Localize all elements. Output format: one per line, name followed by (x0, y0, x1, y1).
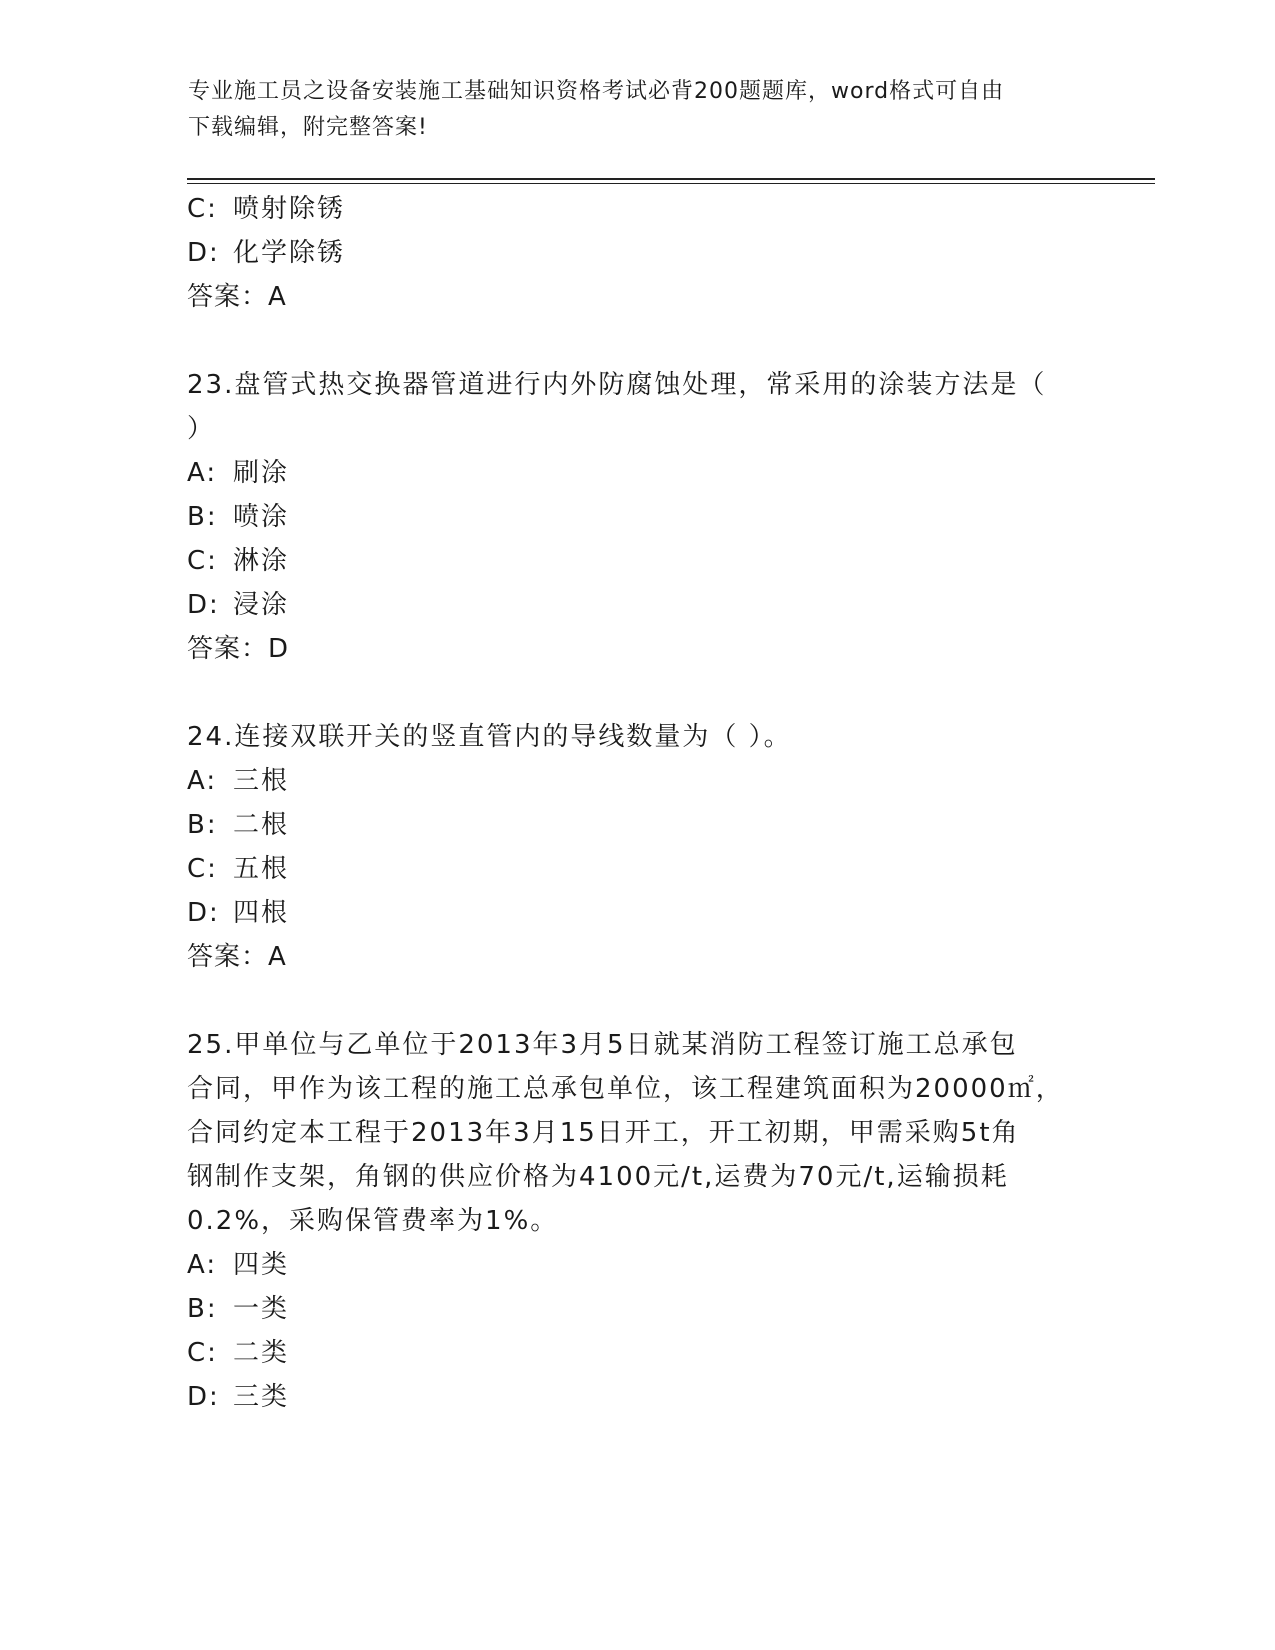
q25-option-a (187, 1242, 289, 1288)
q25-stem-line-2: 合同，甲作为该工程的施工总承包单位，该工程建筑面积为20000㎡， (187, 1074, 1064, 1104)
q23-option-a (187, 450, 289, 496)
option-key: B: (187, 1294, 218, 1324)
q24-option-c (187, 846, 289, 892)
q23-stem-line-1: 23.盘管式热交换器管道进行内外防腐蚀处理，常采用的涂装方法是（ (187, 370, 1047, 400)
q23-option-d (187, 582, 289, 628)
option-text: 喷涂 (233, 502, 290, 532)
option-key: D: (187, 898, 220, 928)
option-key: C: (187, 546, 218, 576)
q23-option-b (187, 494, 289, 540)
option-text: 喷射除锈 (233, 194, 346, 224)
q24-option-d (187, 890, 289, 936)
header-line-2: 下载编辑，附完整答案! (188, 115, 428, 140)
option-key: C: (187, 1338, 218, 1368)
header-divider-thick (187, 178, 1155, 180)
q25-option-b (187, 1286, 289, 1332)
q23-stem-line-2: ） (187, 414, 216, 444)
option-text: 四类 (233, 1250, 290, 1280)
option-key: A: (187, 458, 218, 488)
option-key: A: (187, 766, 218, 796)
option-key: C: (187, 194, 218, 224)
option-text: 三类 (233, 1382, 290, 1412)
option-text: 一类 (233, 1294, 290, 1324)
q23-answer: 答案：D (187, 634, 290, 664)
option-text: 化学除锈 (233, 238, 346, 268)
option-text: 五根 (233, 854, 290, 884)
q24-option-a (187, 758, 289, 804)
header-line-1: 专业施工员之设备安装施工基础知识资格考试必背200题题库，word格式可自由 (188, 79, 1005, 104)
option-key: B: (187, 502, 218, 532)
q24-answer: 答案：A (187, 942, 287, 972)
q25-stem-line-4: 钢制作支架，角钢的供应价格为4100元/t,运费为70元/t,运输损耗 (187, 1162, 1009, 1192)
q24-stem: 24.连接双联开关的竖直管内的导线数量为（ ）。 (187, 722, 792, 752)
document-header (188, 74, 1068, 146)
option-key: C: (187, 854, 218, 884)
option-text: 淋涂 (233, 546, 290, 576)
prev-option-c (187, 186, 345, 232)
option-text: 四根 (233, 898, 290, 928)
prev-option-d (187, 230, 345, 276)
q25-stem-line-5: 0.2%，采购保管费率为1%。 (187, 1206, 559, 1236)
option-text: 三根 (233, 766, 290, 796)
option-key: D: (187, 590, 220, 620)
option-text: 浸涂 (233, 590, 290, 620)
q25-stem-line-1: 25.甲单位与乙单位于2013年3月5日就某消防工程签订施工总承包 (187, 1030, 1018, 1060)
option-key: D: (187, 238, 220, 268)
option-text: 二类 (233, 1338, 290, 1368)
option-text: 刷涂 (233, 458, 290, 488)
option-text: 二根 (233, 810, 290, 840)
prev-answer: 答案：A (187, 282, 287, 312)
q25-stem-line-3: 合同约定本工程于2013年3月15日开工，开工初期，甲需采购5t角 (187, 1118, 1020, 1148)
q24-option-b (187, 802, 289, 848)
option-key: B: (187, 810, 218, 840)
option-key: A: (187, 1250, 218, 1280)
q23-option-c (187, 538, 289, 584)
header-divider-thin (187, 183, 1155, 184)
q25-option-d (187, 1374, 289, 1420)
q25-option-c (187, 1330, 289, 1376)
option-key: D: (187, 1382, 220, 1412)
